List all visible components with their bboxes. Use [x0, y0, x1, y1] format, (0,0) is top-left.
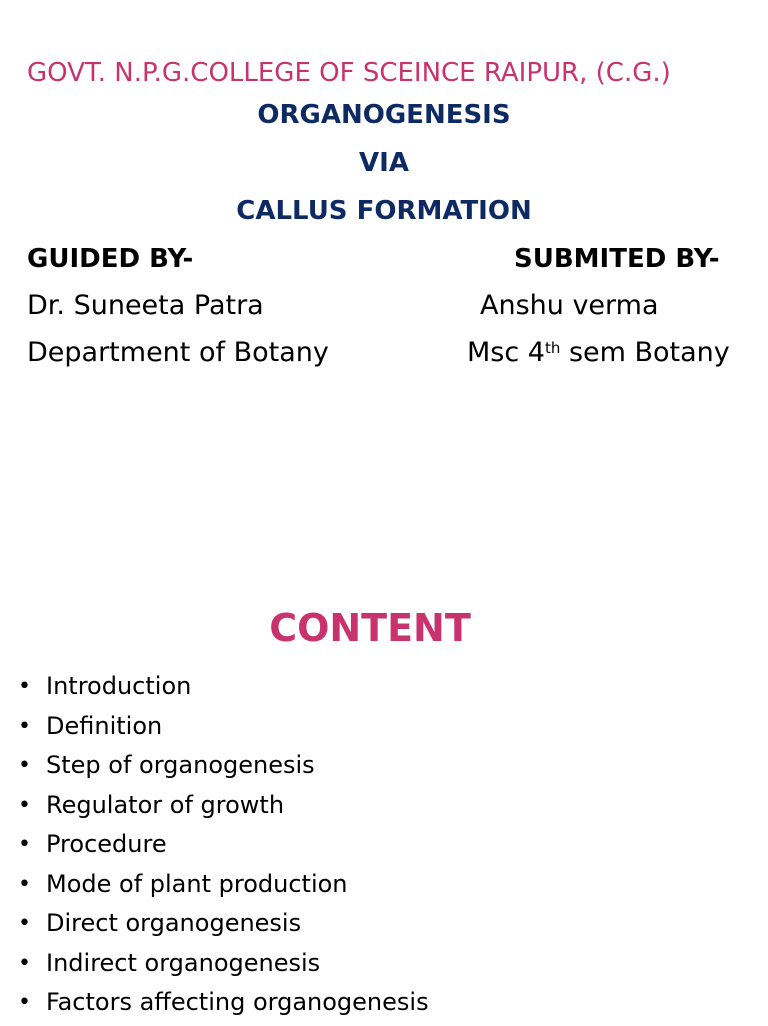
bullet-icon: • [18, 990, 31, 1015]
title-line-organogenesis: ORGANOGENESIS [257, 100, 511, 130]
list-item-text: Introduction [46, 672, 192, 700]
bullet-icon: • [18, 713, 31, 739]
college-name: GOVT. N.P.G.COLLEGE OF SCEINCE RAIPUR, (C.G.) [27, 58, 671, 88]
list-item-text: Step of organogenesis [46, 751, 315, 779]
list-item-text: Definition [46, 711, 163, 740]
submitted-by-label: SUBMITED BY- [514, 244, 720, 274]
guide-name: Dr. Suneeta Patra [27, 290, 264, 321]
guide-department: Department of Botany [27, 337, 329, 368]
course-ordinal-suffix: th [544, 339, 561, 357]
list-item-text: Mode of plant production [46, 869, 348, 898]
list-item-text: Direct organogenesis [46, 909, 302, 937]
title-line-callus-formation: CALLUS FORMATION [236, 196, 532, 226]
content-heading: CONTENT [269, 606, 471, 650]
bullet-icon: • [18, 674, 31, 699]
list-item-text: Indirect organogenesis [46, 948, 321, 977]
course-prefix: Msc 4 [467, 337, 545, 368]
bullet-icon: • [18, 753, 31, 778]
bullet-icon: • [18, 950, 31, 976]
guided-by-label: GUIDED BY- [27, 244, 194, 274]
student-name: Anshu verma [480, 290, 659, 321]
list-item-text: Procedure [46, 830, 167, 858]
bullet-icon: • [18, 792, 31, 818]
bullet-icon: • [18, 911, 31, 936]
course-suffix: sem Botany [560, 337, 730, 368]
bullet-icon: • [18, 871, 31, 897]
list-item-text: Regulator of growth [46, 790, 285, 819]
title-line-via: VIA [359, 148, 409, 178]
bullet-icon: • [18, 832, 31, 857]
student-course [467, 337, 730, 368]
list-item-text: Factors affecting organogenesis [46, 988, 429, 1016]
